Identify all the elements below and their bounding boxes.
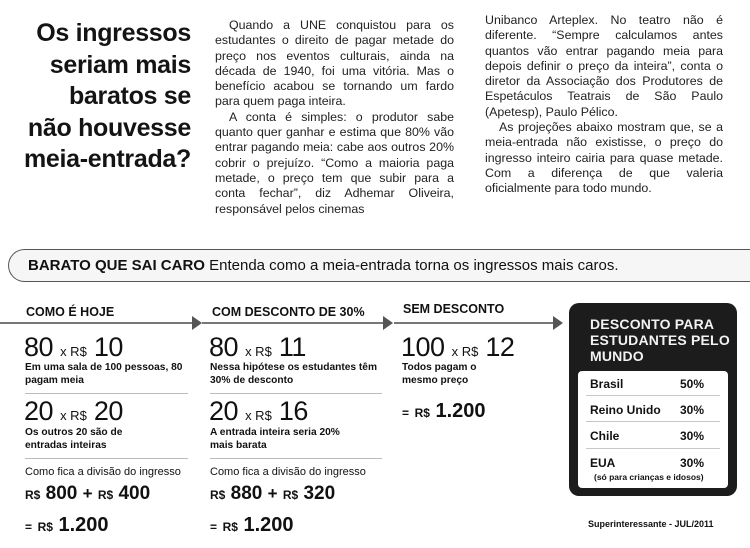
times-currency: x R$: [245, 344, 272, 359]
headline-line: não houvesse: [27, 113, 191, 142]
currency: R$: [37, 520, 53, 534]
discount-title: COM DESCONTO DE 30%: [212, 305, 365, 319]
nodiscount-title: SEM DESCONTO: [403, 302, 505, 316]
qty: 80: [209, 332, 239, 362]
arrow-line-nodiscount: [394, 322, 554, 324]
value: 320: [303, 483, 336, 504]
banner-subtitle: Entenda como a meia-entrada torna os ingressos mais caros.: [204, 257, 619, 274]
article-paragraph: Quando a UNE conquistou para os estudantes o direito de pagar metade do preço nos eventos culturais, ainda na década de 1940, foi uma vitória. Mas o benefício acabou se tornando um fardo para quem paga inteira.: [215, 18, 454, 109]
today-title: COMO É HOJE: [26, 305, 115, 319]
article-paragraph: Unibanco Arteplex. No teatro não é diferente. “Sempre calculamos antes quantos vão entrar pagando meia para depois definir o preço da inteira”, conta o diretor da Associação dos Produtores de Espetáculos Teatrais de São Paulo (Apetesp), Paulo Pélico.: [485, 13, 723, 119]
country-pct: 30%: [680, 429, 705, 443]
discount-price-row-1: [209, 332, 306, 363]
world-discount-title: DESCONTO PARA ESTUDANTES PELO MUNDO: [590, 316, 730, 364]
plus: +: [267, 484, 278, 503]
divider: [210, 458, 382, 459]
article-paragraph: A conta é simples: o produtor sabe quanto quer ganhar e estima que 80% vão entrar pagando meia: cabe aos outros 20% cobrir o prejuízo. “Como a maioria paga metade, o preço tem que subir para a conta fechar”, diz Adhemar Oliveira, responsável pelos cinemas: [215, 109, 454, 216]
currency: R$: [210, 488, 226, 502]
currency: R$: [222, 520, 238, 534]
divider: [210, 393, 382, 394]
times-currency: x R$: [451, 344, 479, 359]
today-note-1: Em uma sala de 100 pessoas, 80 pagam meia: [25, 362, 183, 386]
section-banner-text: [28, 257, 619, 274]
world-footnote: (só para crianças e idosos): [594, 472, 704, 482]
qty: 20: [209, 396, 239, 426]
equals: =: [25, 520, 33, 534]
headline: [8, 18, 191, 176]
arrow-head-icon: [553, 316, 563, 330]
divider: [586, 421, 720, 422]
price: 10: [93, 332, 123, 362]
currency: R$: [414, 406, 430, 420]
article-paragraph: As projeções abaixo mostram que, se a meia-entrada não existisse, o preço do ingresso inteiro cairia para quase metade. Com a diferença de que valeria oficialmente para todo mundo.: [485, 120, 723, 196]
price: 16: [278, 396, 308, 426]
country-name: Reino Unido: [590, 403, 661, 417]
headline-line: meia-entrada?: [24, 145, 191, 173]
divider: [25, 393, 188, 394]
discount-sum: [210, 483, 335, 505]
qty: 80: [24, 332, 54, 362]
discount-note-1: Nessa hipótese os estudantes têm 30% de desconto: [210, 362, 378, 386]
today-price-row-1: [24, 332, 123, 363]
value: 880: [230, 483, 263, 504]
total-value: 1.200: [243, 514, 294, 536]
country-name: Brasil: [590, 377, 624, 391]
headline-line: baratos se: [68, 82, 191, 110]
nodiscount-price-row: [401, 332, 514, 363]
discount-division-label: Como fica a divisão do ingresso: [210, 466, 366, 478]
headline-line: seriam mais: [49, 50, 191, 79]
nodiscount-note: Todos pagam o mesmo preço: [402, 362, 477, 386]
divider: [25, 458, 188, 459]
price: 20: [93, 396, 123, 426]
value: 400: [118, 483, 151, 504]
today-note-2: Os outros 20 são de entradas inteiras: [25, 427, 123, 451]
arrow-line-today: [0, 322, 193, 324]
times-currency: x R$: [60, 344, 87, 359]
qty: 100: [401, 332, 445, 362]
equals: =: [210, 520, 218, 534]
value: 800: [45, 483, 78, 504]
country-pct: 50%: [680, 377, 705, 391]
equals: =: [402, 406, 410, 420]
article-column-2: [485, 13, 723, 197]
discount-price-row-2: [209, 396, 308, 427]
divider: [586, 395, 720, 396]
country-name: EUA: [590, 456, 616, 470]
today-price-row-2: [24, 396, 123, 427]
arrow-head-icon: [192, 316, 202, 330]
times-currency: x R$: [60, 408, 87, 423]
total-value: 1.200: [435, 400, 486, 422]
price: 12: [485, 332, 515, 362]
headline-line: Os ingressos: [36, 19, 191, 47]
country-name: Chile: [590, 429, 620, 443]
discount-note-2: A entrada inteira seria 20% mais barata: [210, 427, 340, 451]
discount-total: [210, 514, 294, 537]
arrow-line-discount: [202, 322, 384, 324]
country-pct: 30%: [680, 403, 705, 417]
currency: R$: [282, 488, 299, 502]
today-total: [25, 514, 109, 537]
plus: +: [82, 484, 93, 503]
total-value: 1.200: [58, 514, 109, 536]
qty: 20: [24, 396, 54, 426]
currency: R$: [97, 488, 114, 502]
currency: R$: [25, 488, 41, 502]
price: 11: [278, 332, 306, 362]
today-sum: [25, 483, 150, 505]
today-division-label: Como fica a divisão do ingresso: [25, 466, 181, 478]
banner-bold: BARATO QUE SAI CARO: [28, 257, 205, 274]
arrow-head-icon: [383, 316, 393, 330]
source-credit: Superinteressante - JUL/2011: [588, 519, 714, 529]
country-pct: 30%: [680, 456, 705, 470]
divider: [586, 448, 720, 449]
article-column-1: [215, 18, 454, 233]
times-currency: x R$: [245, 408, 272, 423]
nodiscount-total: [402, 400, 486, 423]
